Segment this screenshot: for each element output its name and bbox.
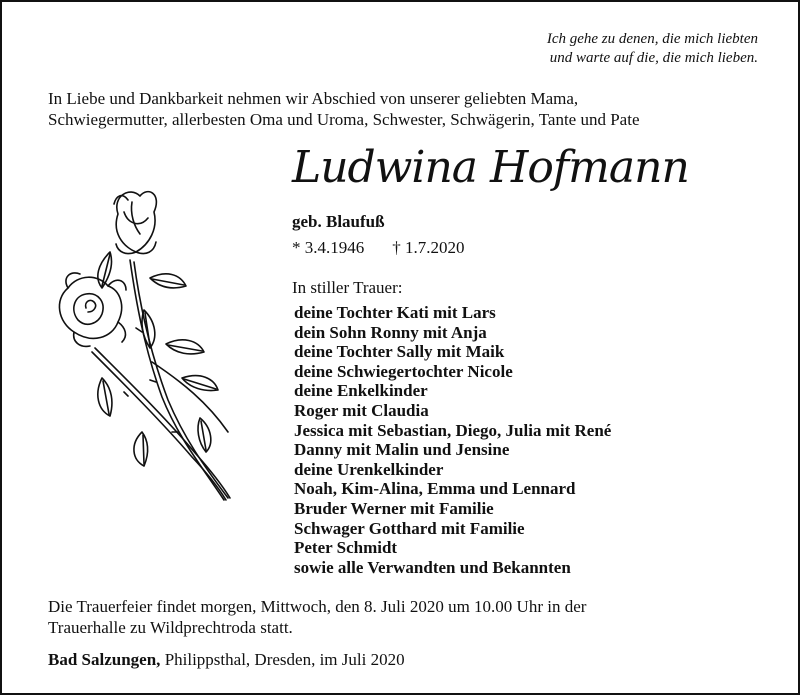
death-date: † 1.7.2020 [392,238,465,257]
birth-name: geb. Blaufuß [292,212,385,231]
mourner-line: deine Enkelkinder [294,381,428,401]
mourner-line: deine Schwiegertochter Nicole [294,361,513,381]
mourner-line: Roger mit Claudia [294,400,429,420]
mourner-line: sowie alle Verwandten und Bekannten [294,557,571,577]
life-dates [292,237,465,258]
birth-date: * 3.4.1946 [292,238,365,257]
place-bold: Bad Salzungen, [48,650,161,669]
funeral-line: Trauerhalle zu Wildprechtroda statt. [48,618,293,637]
rose-drawing-icon [32,182,272,522]
mourner-line: Noah, Kim-Alina, Emma und Lennard [294,479,576,499]
mourner-line: Danny mit Malin und Jensine [294,440,510,460]
mourner-line: Bruder Werner mit Familie [294,498,494,518]
place-and-date [48,649,405,670]
mourning-label: In stiller Trauer: [292,278,403,297]
mourner-line: Peter Schmidt [294,538,398,558]
mourner-line: dein Sohn Ronny mit Anja [294,322,487,342]
motto-line: Ich gehe zu denen, die mich liebten [546,31,758,47]
mourners-list [294,303,611,577]
mourner-line: Jessica mit Sebastian, Diego, Julia mit René [294,420,612,440]
deceased-name: Ludwina Hofmann [292,142,689,193]
motto-quote [458,30,758,68]
mourner-line: deine Urenkelkinder [294,459,444,479]
funeral-line: Die Trauerfeier findet morgen, Mittwoch, den 8. Juli 2020 um 10.00 Uhr in der [48,597,587,616]
intro-line: In Liebe und Dankbarkeit nehmen wir Abschied von unserer geliebten Mama, [48,89,579,108]
place-rest: Philippsthal, Dresden, im Juli 2020 [160,650,405,669]
motto-line: und warte auf die, die mich lieben. [549,50,758,66]
intro-line: Schwiegermutter, allerbesten Oma und Uroma, Schwester, Schwägerin, Tante und Pate [48,110,640,129]
mourner-line: deine Tochter Sally mit Maik [294,342,505,362]
intro-text [48,88,768,130]
funeral-notice [48,596,768,638]
mourner-line: Schwager Gotthard mit Familie [294,518,525,538]
mourner-line: deine Tochter Kati mit Lars [294,303,496,322]
